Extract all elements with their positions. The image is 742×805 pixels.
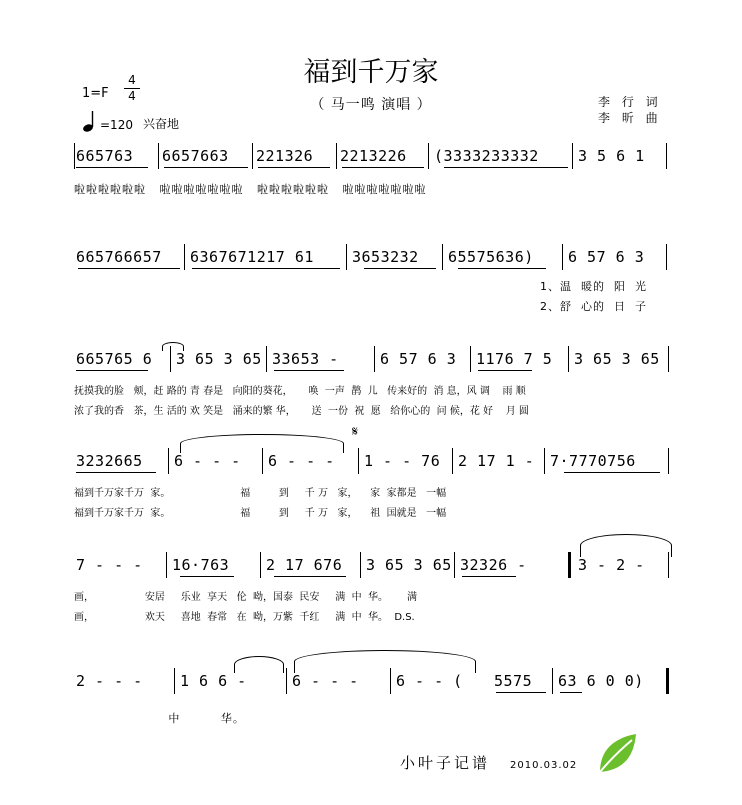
beam-underline	[458, 268, 546, 269]
measure: 6 57 6 3	[568, 248, 645, 266]
repeat-barline	[568, 552, 571, 578]
beam-underline	[564, 472, 660, 473]
segno-icon: 𝄋	[352, 424, 359, 440]
measure: 665763	[76, 147, 134, 165]
beam-underline	[192, 268, 340, 269]
time-signature	[124, 74, 140, 103]
measure: 2 - - -	[76, 672, 143, 690]
measure: 33653 -	[272, 350, 339, 368]
barline	[668, 448, 669, 474]
quarter-note-icon	[82, 110, 98, 132]
barline	[346, 244, 347, 270]
measure: 5575	[494, 672, 533, 690]
measure: 3 65 3 65	[366, 556, 452, 574]
tie	[234, 656, 284, 673]
barline	[286, 668, 287, 694]
score-system-1	[74, 147, 670, 196]
tempo-marking	[82, 110, 179, 132]
barline	[266, 346, 267, 372]
beam-underline	[78, 268, 180, 269]
transcription-date: 2010.03.02	[510, 760, 578, 771]
beam-underline	[560, 692, 582, 693]
measure: 1176 7 5	[476, 350, 553, 368]
barline	[260, 552, 261, 578]
barline	[74, 143, 75, 169]
measure: 3653232	[352, 248, 419, 266]
beam-underline	[76, 167, 148, 168]
barline	[442, 244, 443, 270]
beam-underline	[180, 576, 234, 577]
barline	[168, 448, 169, 474]
score-system-3	[74, 350, 670, 417]
beam-underline	[274, 576, 346, 577]
measure: 6 57 6 3	[380, 350, 457, 368]
barline	[336, 143, 337, 169]
barline	[158, 143, 159, 169]
barline	[184, 244, 185, 270]
final-barline	[666, 668, 669, 694]
transcriber-signature: 小叶子记谱	[400, 754, 491, 772]
measure: 6 - - -	[268, 452, 335, 470]
lyric-line: 中 华。	[74, 712, 245, 725]
score-system-2	[74, 248, 670, 313]
beam-underline	[274, 370, 344, 371]
barline	[572, 143, 573, 169]
measure: 63 6 0 0)	[558, 672, 644, 690]
beam-underline	[462, 576, 516, 577]
lyric-line-verse-2: 画， 欢天 喜地 春常 在 呦，万紫 千红 满 中 华。 D.S.	[74, 612, 415, 623]
measure: 3 5 6 1	[578, 147, 645, 165]
key-signature: 1=F	[82, 86, 109, 101]
leaf-logo-icon	[596, 732, 638, 776]
lyric-line-verse-2: 福到千万家千万 家。 福 到 千 万 家， 祖 国就是 一幅	[74, 508, 447, 519]
tie	[580, 534, 672, 557]
barline	[470, 346, 471, 372]
barline	[552, 668, 553, 694]
lyric-line-verse-1: 画， 安居 乐业 享天 伦 呦，国泰 民安 满 中 华。 满	[74, 592, 418, 603]
beam-underline	[76, 472, 156, 473]
score-system-4	[74, 424, 670, 519]
barline	[452, 448, 453, 474]
tempo-mood: 兴奋地	[142, 117, 179, 131]
lyric-line-verse-2: 浓了我的香 茶，生 活的 欢 笑是 涌来的繁 华， 送 一份 祝 愿 给你心的 问 候，花 好 月 圆	[74, 406, 529, 417]
barline	[170, 346, 171, 372]
tempo-value: =120	[100, 118, 133, 132]
time-signature-bottom: 4	[128, 89, 136, 103]
beam-underline	[342, 167, 424, 168]
measure: 1 - - 76	[364, 452, 441, 470]
measure: 3 65 3 65	[574, 350, 660, 368]
barline	[374, 346, 375, 372]
barline	[360, 552, 361, 578]
beam-underline	[76, 370, 148, 371]
measure: 665766657	[76, 248, 162, 266]
lyric-line-verse-1: 抚摸我的脸 颊，赶 路的 青 春是 向阳的葵花， 唤 一声 鹊 儿 传来好的 消 息，风 调 雨 顺	[74, 386, 526, 397]
beam-underline	[478, 370, 532, 371]
measure: 6 - - -	[292, 672, 359, 690]
beam-underline	[444, 167, 568, 168]
measure: 3 - 2 -	[578, 556, 645, 574]
credits	[598, 94, 662, 126]
performer-subtitle: （ 马一鸣 演唱 ）	[310, 97, 432, 113]
measure: 2 17 1 -	[458, 452, 535, 470]
time-signature-top: 4	[128, 73, 136, 87]
beam-underline	[258, 167, 330, 168]
barline	[544, 448, 545, 474]
measure: 65575636)	[448, 248, 534, 266]
measure: 2213226	[340, 147, 407, 165]
barline	[166, 552, 167, 578]
measure: 7 - - -	[76, 556, 143, 574]
barline	[666, 244, 667, 270]
barline	[668, 552, 669, 578]
lyric-line: 啦啦啦啦啦啦 啦啦啦啦啦啦啦 啦啦啦啦啦啦 啦啦啦啦啦啦啦	[74, 183, 427, 196]
beam-underline	[496, 692, 546, 693]
measure: 6 - - -	[174, 452, 241, 470]
barline	[562, 244, 563, 270]
lyric-line-verse-1: 福到千万家千万 家。 福 到 千 万 家， 家 家都是 一幅	[74, 488, 447, 499]
barline	[174, 668, 175, 694]
barline	[390, 668, 391, 694]
measure: 2 17 676	[266, 556, 343, 574]
beam-underline	[364, 268, 436, 269]
barline	[454, 552, 455, 578]
measure: 32326 -	[460, 556, 527, 574]
song-title: 福到千万家	[303, 57, 439, 88]
barline	[358, 448, 359, 474]
barline	[262, 448, 263, 474]
measure: 3 65 3 65	[176, 350, 262, 368]
measure: 16·763	[172, 556, 230, 574]
lyric-line-verse-1: 1、温 暖的 阳 光	[540, 280, 647, 293]
measure: 1 6 6 -	[180, 672, 247, 690]
tie	[294, 650, 476, 673]
barline	[252, 143, 253, 169]
measure: 665765 6	[76, 350, 153, 368]
measure: 221326	[256, 147, 314, 165]
measure: 6 - - (	[396, 672, 463, 690]
lyricist-credit: 李 行 词	[598, 95, 662, 109]
beam-underline	[164, 167, 248, 168]
measure: 6657663	[162, 147, 229, 165]
measure: 3232665	[76, 452, 143, 470]
measure: (3333233332	[434, 147, 539, 165]
measure: 7·7770756	[550, 452, 636, 470]
composer-credit: 李 昕 曲	[598, 111, 662, 125]
barline	[666, 143, 667, 169]
measure: 6367671217 61	[190, 248, 314, 266]
barline	[568, 346, 569, 372]
lyric-line-verse-2: 2、舒 心的 日 子	[540, 300, 647, 313]
barline	[668, 346, 669, 372]
score-system-6	[74, 672, 670, 725]
barline	[428, 143, 429, 169]
score-system-5	[74, 556, 670, 623]
